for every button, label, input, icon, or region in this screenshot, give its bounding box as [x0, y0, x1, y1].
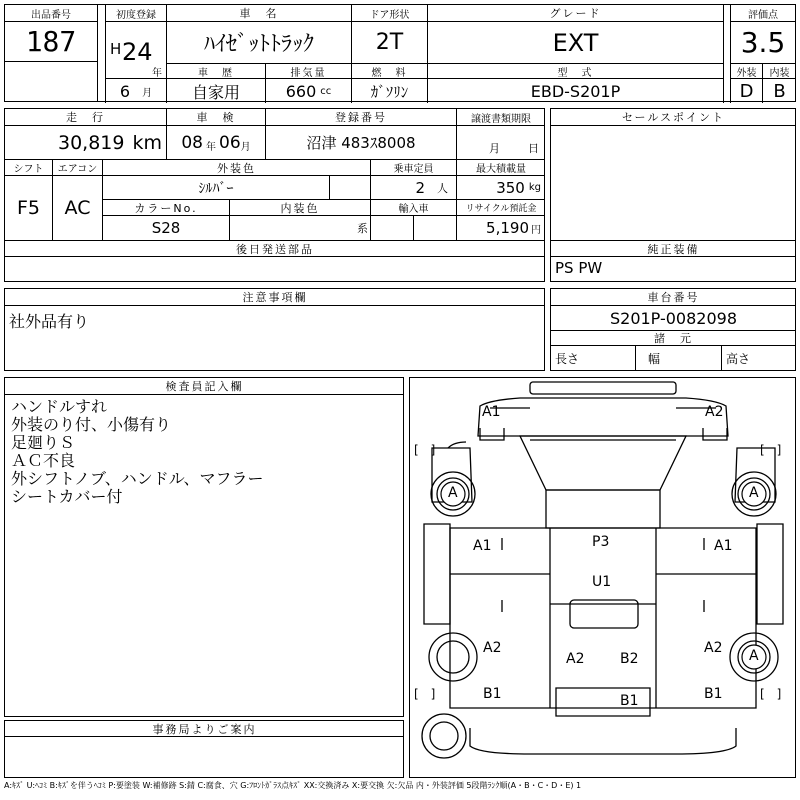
exterior-header: 外装 [730, 64, 763, 79]
ext-color-extra [330, 176, 371, 200]
inspection-year-unit: 年 [206, 142, 216, 153]
chassis-header: 車台番号 [551, 289, 796, 306]
color-no-header: カラーNo. [103, 200, 230, 216]
fuel: ｶﾞｿﾘﾝ [352, 79, 428, 103]
inspector-header: 検査員記入欄 [5, 378, 404, 395]
exterior-grade: D [730, 79, 763, 103]
top-info-block [4, 4, 796, 102]
capacity-unit: 人 [437, 181, 448, 195]
history-header: 車 歴 [167, 64, 266, 79]
shift: F5 [5, 176, 53, 241]
score: 3.5 [730, 22, 796, 64]
length-label: 長さ [555, 352, 580, 366]
lot-no: 187 [5, 22, 98, 62]
car-name: ﾊｲｾﾞｯﾄﾄﾗｯｸ [167, 22, 352, 64]
score-header: 評価点 [730, 5, 796, 22]
interior-header: 内装 [763, 64, 796, 79]
vehicle-detail-block [4, 108, 545, 282]
bracket-tl: [ ] [414, 443, 436, 457]
transfer-header: 譲渡書類期限 [457, 109, 545, 126]
first-reg-month-value: 6 [119, 81, 131, 101]
label-rear-left: A2 [483, 640, 502, 656]
genuine-value: PS PW [555, 259, 603, 277]
label-tail-right: B2 [620, 651, 639, 667]
displacement-cell [266, 79, 352, 103]
dims-header: 諸 元 [551, 331, 796, 346]
capacity-cell [371, 176, 457, 200]
later-parts-value [5, 257, 545, 282]
mileage-header: 走 行 [5, 109, 167, 126]
genuine-header: 純正装備 [551, 241, 796, 257]
recycle-cell [457, 216, 545, 241]
inspector-line: シートカバー付 [11, 487, 123, 506]
bracket-tr: [ ] [760, 443, 782, 457]
length-cell [551, 346, 636, 371]
label-rear-right: A2 [704, 640, 723, 656]
grade: EXT [428, 22, 724, 64]
width-cell [636, 346, 722, 371]
inspection-month: 06 [219, 132, 241, 153]
mileage-unit: km [132, 131, 162, 154]
interior-grade: B [773, 80, 786, 102]
inspection-cell [167, 126, 266, 160]
caution-header: 注意事項欄 [5, 289, 545, 306]
int-color-header: 内装色 [230, 200, 371, 216]
label-bed-center: U1 [592, 574, 612, 590]
label-bottom-left: B1 [483, 686, 502, 702]
max-load-header: 最大積載量 [457, 160, 545, 176]
month-unit: 月 [142, 87, 153, 99]
label-bumper: B1 [620, 693, 639, 709]
car-name-header: 車 名 [167, 5, 352, 22]
recycle: 5,190 [486, 219, 529, 237]
height-cell [722, 346, 796, 371]
model: EBD-S201P [428, 79, 724, 103]
label-cab-back: P3 [592, 534, 610, 550]
reg-no: 沼津 483ｽ8008 [266, 126, 457, 160]
max-load-unit: kg [528, 182, 541, 193]
sales-point-block [550, 108, 796, 282]
color-no: S28 [103, 216, 230, 241]
inspector-line: 足廻りＳ [11, 433, 76, 452]
caution-block [4, 288, 545, 371]
first-reg-year-value: 24 [122, 38, 153, 66]
inspection-year: 08 [181, 132, 203, 153]
ext-color-header: 外装色 [103, 160, 371, 176]
sales-point-value [551, 126, 796, 241]
label-wheel-fl: A [448, 485, 458, 501]
max-load: 350 [496, 178, 525, 197]
reg-no-header: 登録番号 [266, 109, 457, 126]
first-reg-year [105, 22, 167, 79]
era: H [110, 40, 122, 58]
height-label: 高さ [726, 352, 751, 366]
grade-header: グレード [428, 5, 724, 22]
label-bed-left: A1 [473, 538, 492, 554]
history: 自家用 [167, 79, 266, 103]
transfer-cell [457, 126, 545, 160]
import-a [371, 216, 414, 241]
year-unit: 年 [152, 68, 162, 79]
width-label: 幅 [648, 352, 661, 366]
sales-point-header: セールスポイント [551, 109, 796, 126]
office-block [4, 720, 404, 778]
capacity-header: 乗車定員 [371, 160, 457, 176]
inspector-block [4, 377, 404, 717]
legend-footer: A:ｷｽﾞ U:ﾍｺﾐ B:ｷｽﾞを伴うﾍｺﾐ P:要塗装 W:補修跡 S:錆 C:腐食、穴 G:ﾌﾛﾝﾄｶﾞﾗｽ点ｷｽﾞ XX:交換済み X:要交換 欠:欠品 内・外装評価 5段階ﾗﾝｸ順(A・B・C・D・E) 1 [4, 781, 582, 790]
first-reg-month [105, 79, 167, 103]
ac-header: エアコン [53, 160, 103, 176]
displacement-header: 排気量 [266, 64, 352, 79]
bracket-bl: [ ] [414, 687, 436, 701]
ac: AC [53, 176, 103, 241]
displacement-unit: cc [320, 85, 332, 97]
damage-diagram [409, 377, 796, 778]
capacity: 2 [415, 178, 425, 197]
chassis-number: S201P-0082098 [551, 306, 796, 331]
inspector-lines [11, 398, 263, 506]
first-reg-header: 初度登録 [105, 5, 167, 22]
inspection-header: 車 検 [167, 109, 266, 126]
model-header: 型 式 [428, 64, 724, 79]
int-color-cell [230, 216, 371, 241]
int-color-unit: 系 [357, 222, 368, 235]
later-parts-header: 後日発送部品 [5, 241, 545, 257]
shift-header: シフト [5, 160, 53, 176]
label-wheel-rr: A [749, 648, 759, 664]
lot-no-header: 出品番号 [5, 5, 98, 22]
bracket-br: [ ] [760, 687, 782, 701]
label-bottom-right: B1 [704, 686, 723, 702]
recycle-unit: 円 [531, 224, 541, 236]
label-bed-right: A1 [714, 538, 733, 554]
inspector-line: ＡＣ不良 [11, 451, 76, 470]
inspection-month-unit: 月 [240, 142, 251, 153]
lot-no-blank [5, 62, 98, 102]
label-tail-left: A2 [566, 651, 585, 667]
inspector-line: 外装のり付、小傷有り [11, 415, 172, 434]
door-header: ドア形状 [352, 5, 428, 22]
caution-text: 社外品有り [9, 312, 90, 331]
mileage-cell [5, 126, 167, 160]
mileage: 30,819 [58, 131, 125, 154]
import-b [414, 216, 457, 241]
office-header: 事務局よりご案内 [5, 721, 404, 737]
max-load-cell [457, 176, 545, 200]
displacement: 660 [285, 81, 317, 101]
import-header: 輸入車 [371, 200, 457, 216]
transfer-month-unit: 月 [489, 142, 500, 155]
door: 2T [352, 22, 428, 64]
label-front-right: A2 [705, 404, 724, 420]
inspector-line: 外シフトノブ、ハンドル、マフラー [11, 469, 264, 488]
ext-color: ｼﾙﾊﾞｰ [103, 176, 330, 200]
recycle-header: リサイクル預託金 [457, 200, 545, 216]
label-wheel-fr: A [749, 485, 759, 501]
label-front-left: A1 [482, 404, 501, 420]
chassis-block [550, 288, 796, 371]
transfer-day-unit: 日 [528, 142, 539, 155]
inspector-line: ハンドルすれ [11, 397, 108, 416]
fuel-header: 燃 料 [352, 64, 428, 79]
